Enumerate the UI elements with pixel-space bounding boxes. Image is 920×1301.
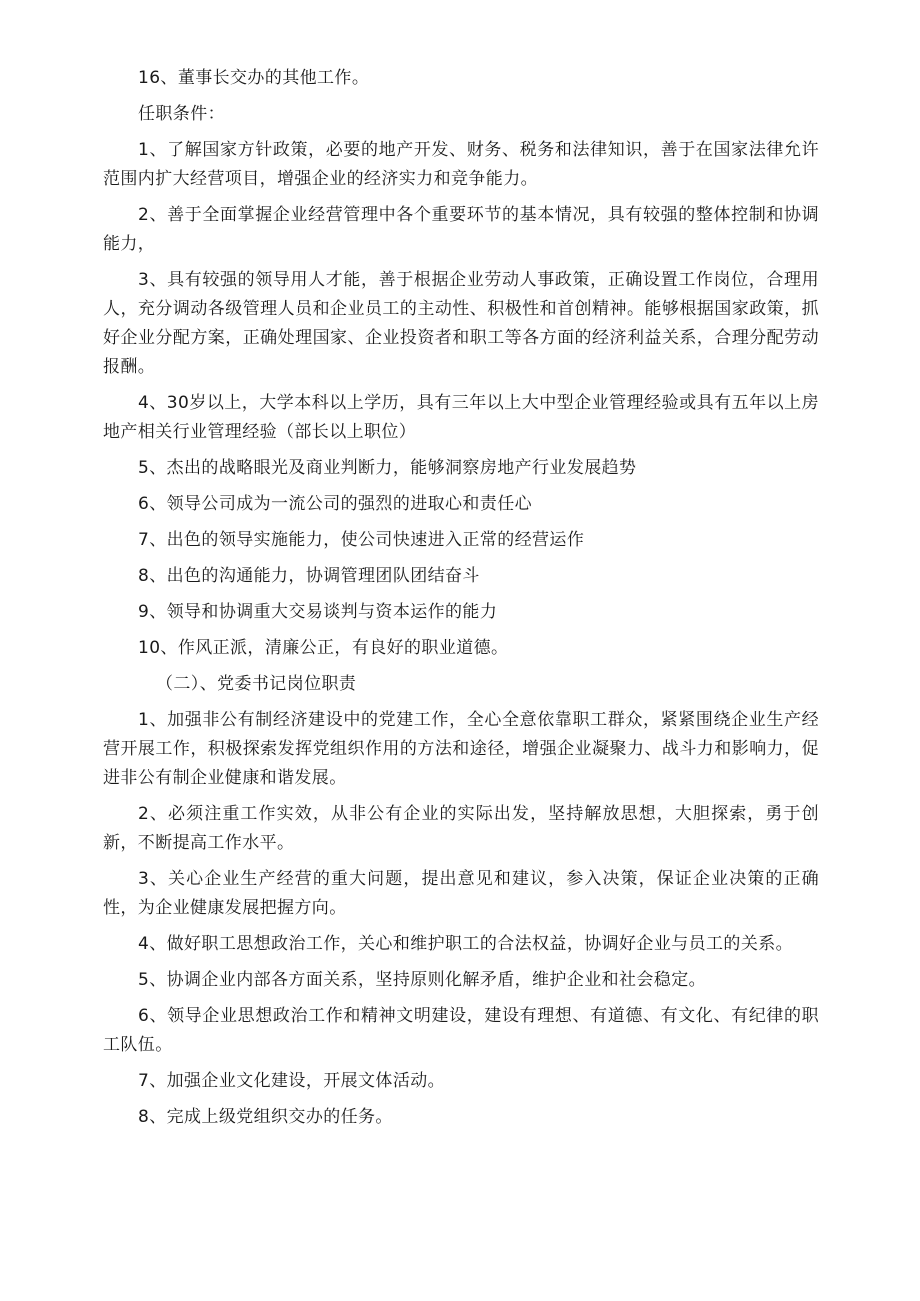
intro-item: 16、董事长交办的其他工作。 — [138, 68, 370, 88]
qualification-item: 8、出色的沟通能力，协调管理团队团结奋斗 — [138, 566, 480, 586]
duty-item: 7、加强企业文化建设，开展文体活动。 — [138, 1071, 446, 1091]
duty-item: 1、加强非公有制经济建设中的党建工作，全心全意依靠职工群众，紧紧围绕企业生产经营开展工作，积极探索发挥党组织作用的方法和途径，增强企业凝聚力、战斗力和影响力，促进非公有制企业健康和谐发展。 — [103, 710, 819, 788]
duty-item: 3、关心企业生产经营的重大问题，提出意见和建议，参入决策，保证企业决策的正确性，为企业健康发展把握方向。 — [103, 869, 819, 918]
qualification-item: 9、领导和协调重大交易谈判与资本运作的能力 — [138, 602, 498, 622]
qualification-item: 5、杰出的战略眼光及商业判断力，能够洞察房地产行业发展趋势 — [138, 458, 637, 478]
qualification-item: 4、30岁以上，大学本科以上学历，具有三年以上大中型企业管理经验或具有五年以上房地产相关行业管理经验（部长以上职位） — [103, 393, 819, 442]
qualification-item: 2、善于全面掌握企业经营管理中各个重要环节的基本情况，具有较强的整体控制和协调能力， — [103, 205, 819, 254]
qualification-item: 10、作风正派，清廉公正，有良好的职业道德。 — [138, 638, 509, 658]
duty-item: 5、协调企业内部各方面关系，坚持原则化解矛盾，维护企业和社会稳定。 — [138, 970, 707, 990]
duty-item: 2、必须注重工作实效，从非公有企业的实际出发，坚持解放思想，大胆探索，勇于创新，不断提高工作水平。 — [103, 804, 819, 853]
duty-item: 6、领导企业思想政治工作和精神文明建设，建设有理想、有道德、有文化、有纪律的职工队伍。 — [103, 1006, 819, 1055]
qualifications-heading: 任职条件： — [138, 104, 225, 124]
section-heading-party-secretary: （二）、党委书记岗位职责 — [156, 674, 357, 694]
duty-item: 4、做好职工思想政治工作，关心和维护职工的合法权益，协调好企业与员工的关系。 — [138, 934, 794, 954]
qualification-item: 6、领导公司成为一流公司的强烈的进取心和责任心 — [138, 494, 533, 514]
qualification-item: 7、出色的领导实施能力，使公司快速进入正常的经营运作 — [138, 530, 585, 550]
qualification-item: 3、具有较强的领导用人才能，善于根据企业劳动人事政策，正确设置工作岗位，合理用人，充分调动各级管理人员和企业员工的主动性、积极性和首创精神。能够根据国家政策，抓好企业分配方案，正确处理国家、企业投资者和职工等各方面的经济利益关系，合理分配劳动报酬。 — [103, 270, 819, 377]
duty-item: 8、完成上级党组织交办的任务。 — [138, 1107, 393, 1127]
document-body — [103, 64, 819, 1139]
qualification-item: 1、了解国家方针政策，必要的地产开发、财务、税务和法律知识，善于在国家法律允许范围内扩大经营项目，增强企业的经济实力和竞争能力。 — [103, 140, 819, 189]
